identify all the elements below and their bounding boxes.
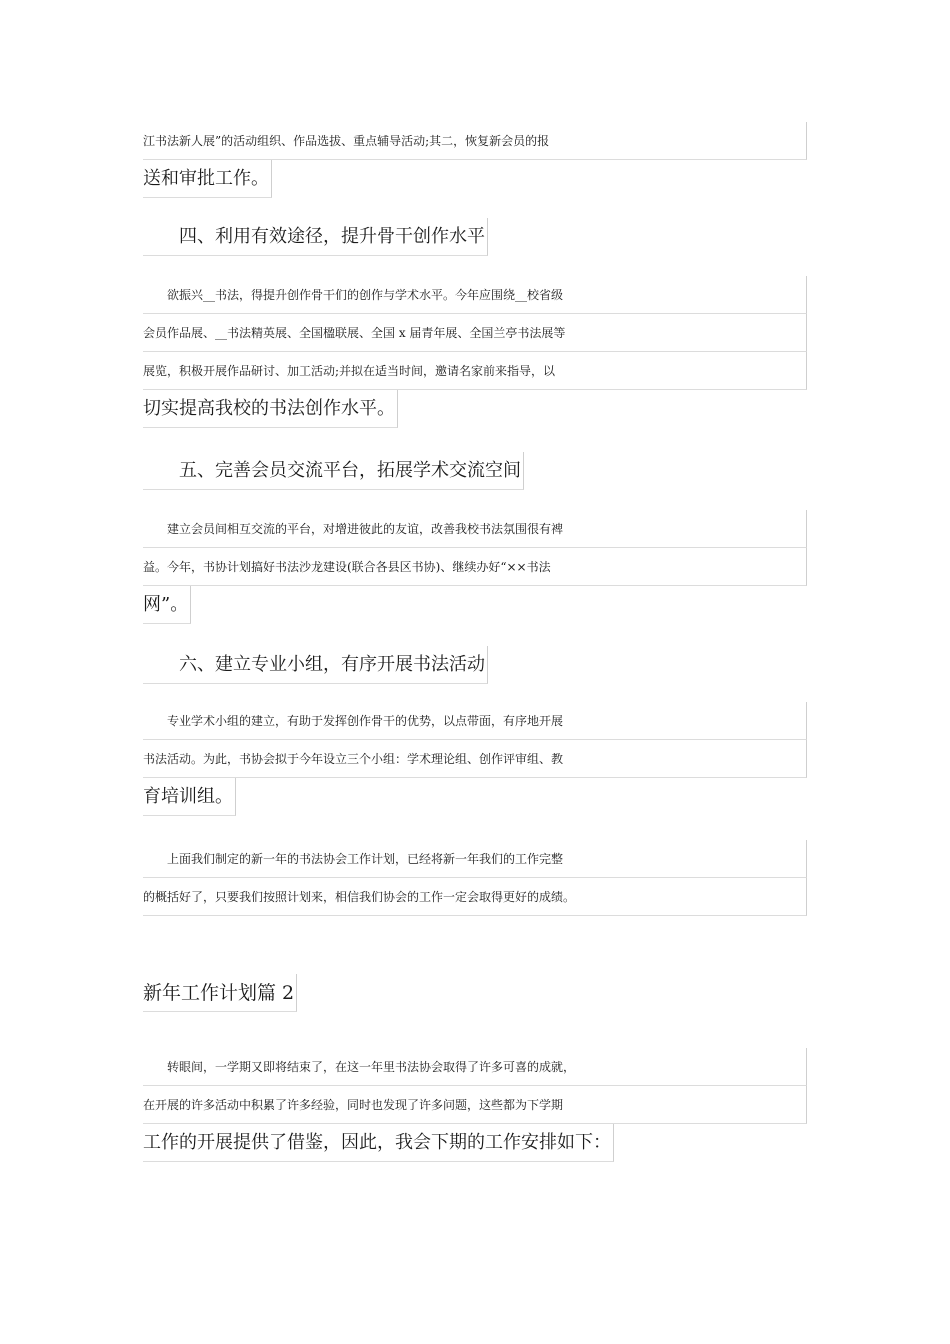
article-2-title xyxy=(143,974,807,1012)
closing-paragraph xyxy=(143,840,807,916)
heading-line: 六、建立专业小组，有序开展书法活动 xyxy=(143,646,488,684)
text-line: 书法活动。为此，书协会拟于今年设立三个小组：学术理论组、创作评审组、教 xyxy=(143,740,807,778)
text-line: 上面我们制定的新一年的书法协会工作计划，已经将新一年我们的工作完整 xyxy=(143,840,807,878)
text-line: 转眼间，一学期又即将结束了，在这一年里书法协会取得了许多可喜的成就， xyxy=(143,1048,807,1086)
text-line: 送和审批工作。 xyxy=(143,160,272,198)
text-line: 展览，积极开展作品研讨、加工活动;并拟在适当时间，邀请名家前来指导，以 xyxy=(143,352,807,390)
text-line: 会员作品展、__书法精英展、全国楹联展、全国 x 届青年展、全国兰亭书法展等 xyxy=(143,314,807,352)
text-line: 切实提高我校的书法创作水平。 xyxy=(143,390,398,428)
text-line: 专业学术小组的建立，有助于发挥创作骨干的优势，以点带面，有序地开展 xyxy=(143,702,807,740)
article-title: 新年工作计划篇 2 xyxy=(143,974,297,1012)
text-line: 建立会员间相互交流的平台，对增进彼此的友谊，改善我校书法氛围很有裨 xyxy=(143,510,807,548)
text-line: 益。今年，书协计划搞好书法沙龙建设(联合各县区书协)、继续办好“××书法 xyxy=(143,548,807,586)
section-4-heading xyxy=(143,218,807,256)
section-5-paragraph xyxy=(143,510,807,624)
section-6-paragraph xyxy=(143,702,807,816)
text-line: 网”。 xyxy=(143,586,191,624)
section-4-paragraph xyxy=(143,276,807,428)
section-5-heading xyxy=(143,452,807,490)
article-2-intro-paragraph xyxy=(143,1048,807,1162)
text-line: 工作的开展提供了借鉴，因此，我会下期的工作安排如下： xyxy=(143,1124,614,1162)
text-line: 江书法新人展”的活动组织、作品选拔、重点辅导活动;其二，恢复新会员的报 xyxy=(143,122,807,160)
heading-line: 五、完善会员交流平台，拓展学术交流空间 xyxy=(143,452,524,490)
text-line: 欲振兴__书法，得提升创作骨干们的创作与学术水平。今年应围绕__校省级 xyxy=(143,276,807,314)
section-6-heading xyxy=(143,646,807,684)
text-line: 育培训组。 xyxy=(143,778,236,816)
heading-line: 四、利用有效途径，提升骨干创作水平 xyxy=(143,218,488,256)
text-line: 的概括好了，只要我们按照计划来，相信我们协会的工作一定会取得更好的成绩。 xyxy=(143,878,807,916)
paragraph-continued xyxy=(143,122,807,198)
text-line: 在开展的许多活动中积累了许多经验，同时也发现了许多问题，这些都为下学期 xyxy=(143,1086,807,1124)
